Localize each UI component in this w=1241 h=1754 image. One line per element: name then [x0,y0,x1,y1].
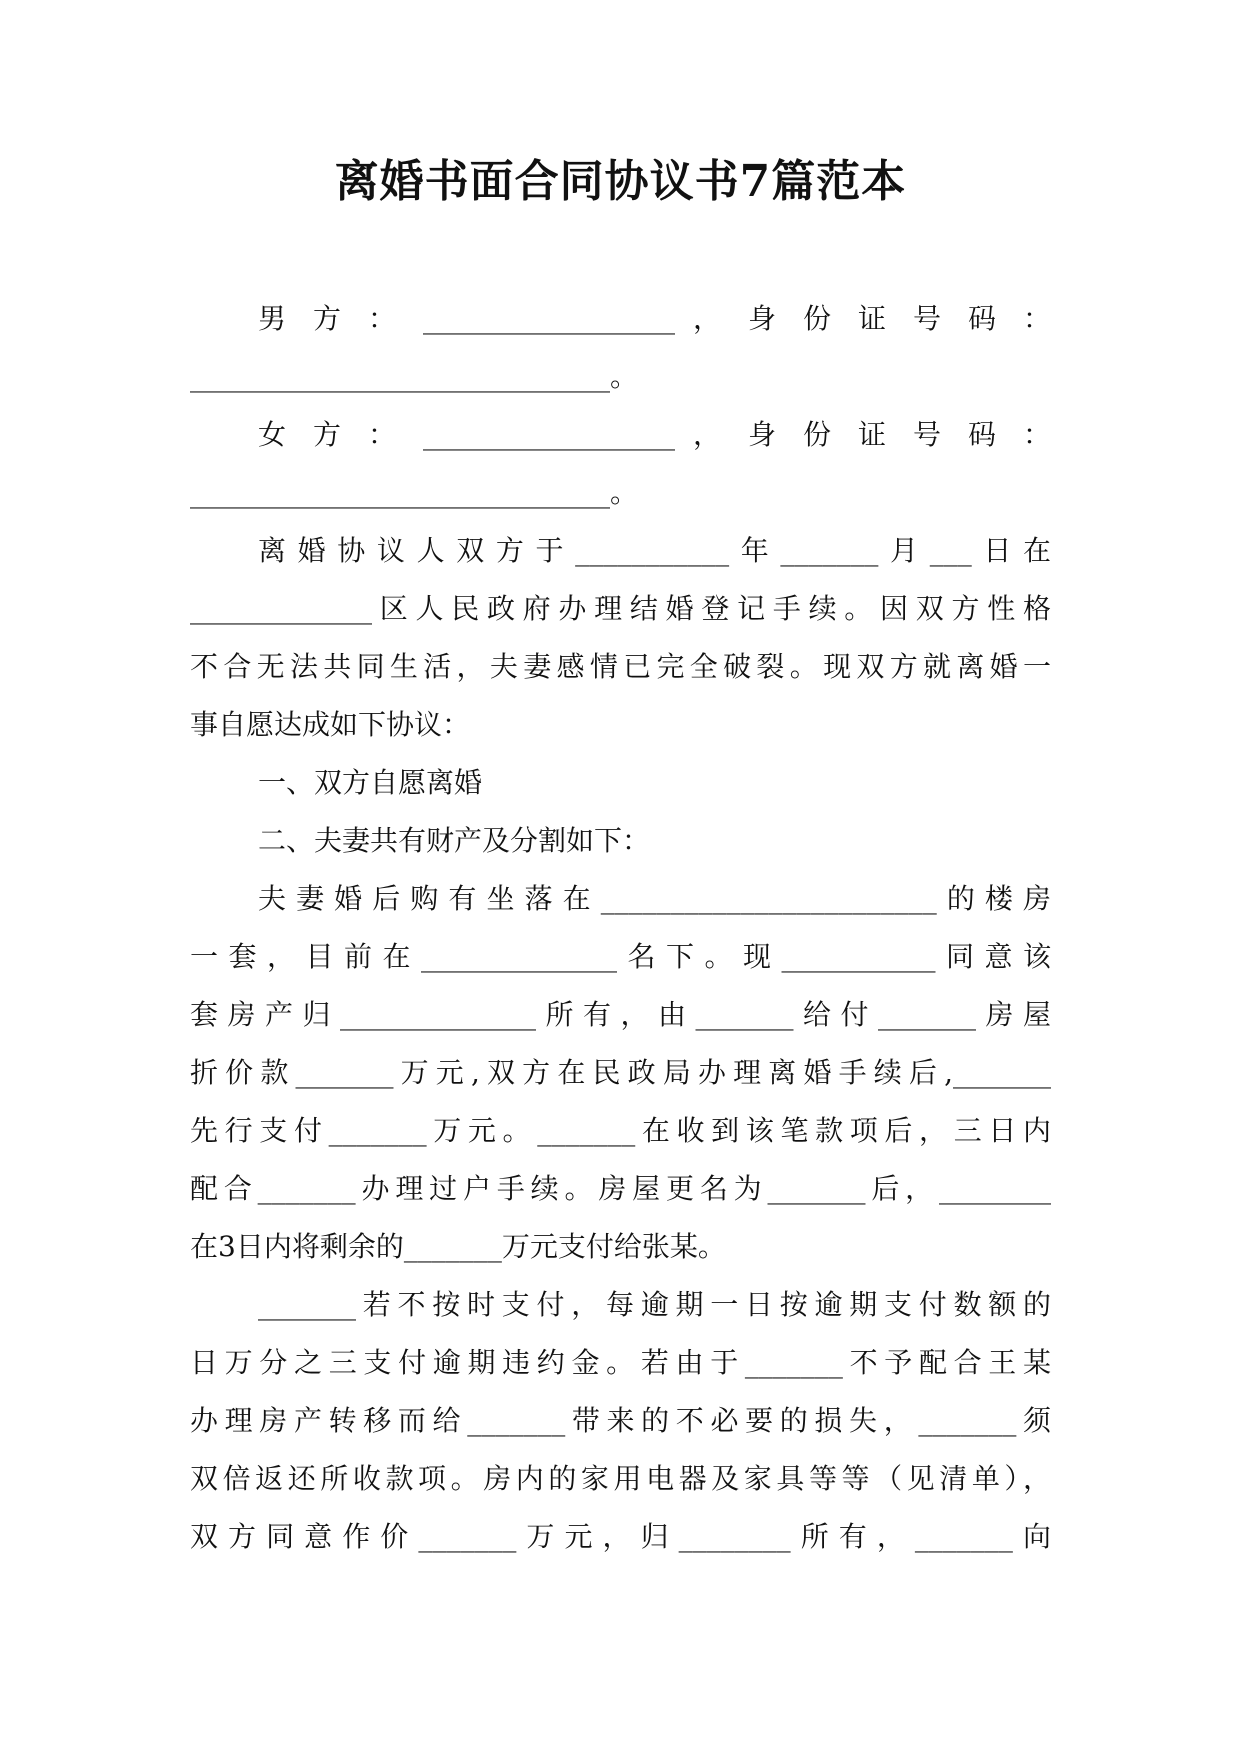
text-line: 离婚协议人双方于___________年_______月___日在 [258,534,1051,567]
text-line: _____________区人民政府办理结婚登记手续。因双方性格 [190,592,1051,625]
text-line: 配合_______办理过户手续。房屋更名为_______后，________ [190,1172,1051,1205]
text-line: 事自愿达成如下协议： [190,708,471,741]
text-line: 不合无法共同生活，夫妻感情已完全破裂。现双方就离婚一 [190,650,1051,683]
text-line: 折价款_______万元,双方在民政局办理离婚手续后,_______ [190,1056,1051,1089]
text-line: 夫妻婚后购有坐落在________________________的楼房 [258,882,1051,915]
text-line: 男 方 ： __________________ ， 身 份 证 号 码 ： [258,302,1051,335]
text-line: 双方同意作价_______万元，归________所有，_______向 [190,1520,1051,1553]
text-line: 一套，目前在______________名下。现___________同意该 [190,940,1051,973]
document-title: 离婚书面合同协议书7篇范本 [334,156,907,207]
text-line: 一、双方自愿离婚 [258,766,483,799]
text-line: 在3日内将剩余的_______万元支付给张某。 [190,1230,726,1263]
text-line: 二、夫妻共有财产及分割如下： [258,824,651,857]
text-line: 套房产归______________所有，由_______给付_______房屋 [190,998,1051,1031]
text-line: ______________________________。 [190,360,639,393]
text-line: _______若不按时支付，每逾期一日按逾期支付数额的 [258,1288,1051,1321]
document-body [190,290,1051,1566]
text-line: 先行支付_______万元。_______在收到该笔款项后，三日内 [190,1114,1051,1147]
text-line: ______________________________。 [190,476,639,509]
text-line: 双倍返还所收款项。房内的家用电器及家具等等（见清单）， [190,1462,1051,1495]
text-line: 办理房产转移而给_______带来的不必要的损失，_______须 [190,1404,1051,1437]
text-line: 女 方 ： __________________ ， 身 份 证 号 码 ： [258,418,1051,451]
text-line: 日万分之三支付逾期违约金。若由于_______不予配合王某 [190,1346,1051,1379]
